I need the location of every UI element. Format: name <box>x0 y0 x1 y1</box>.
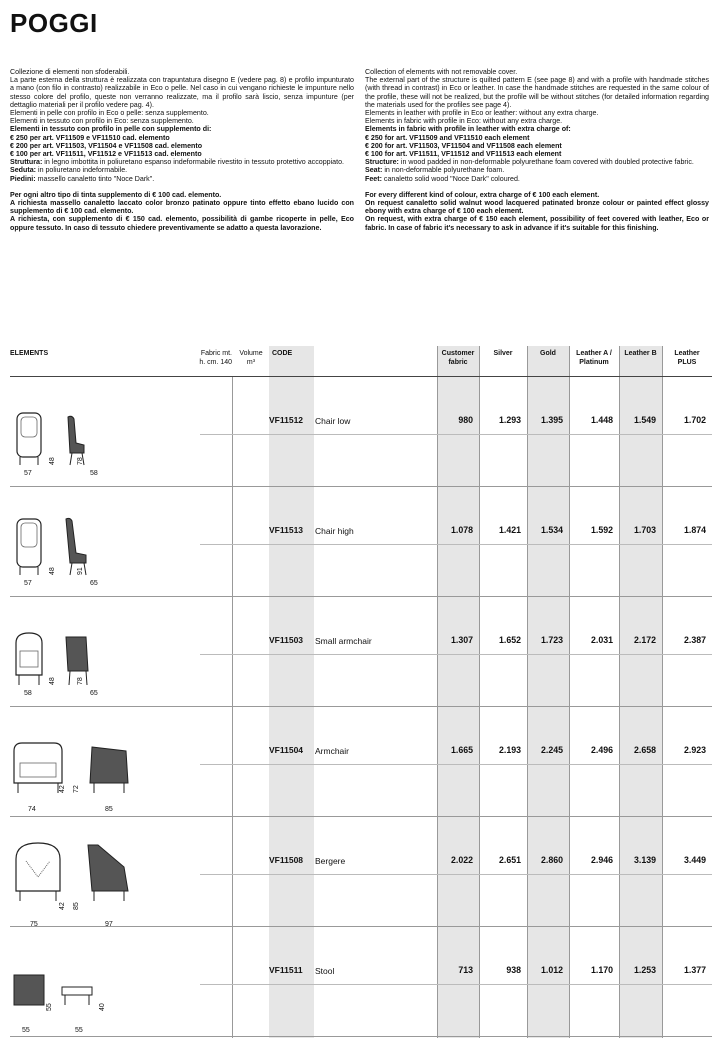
table-row <box>10 707 712 817</box>
row-divider <box>200 984 712 985</box>
dim-seat-height: 42 <box>59 902 66 910</box>
product-name: Armchair <box>315 746 350 756</box>
table-row <box>10 377 712 487</box>
label: Seduta: <box>10 166 37 175</box>
intro-english <box>365 68 709 232</box>
dim-width: 57 <box>24 580 32 587</box>
header-code: CODE <box>272 350 293 357</box>
intro-note: A richiesta massello canaletto laccato color bronzo patinato oppure tinto effetto ebano lucido con supplemento di € 100 cad. elemento. <box>10 199 354 216</box>
header-elements: ELEMENTS <box>10 350 49 357</box>
product-name: Chair low <box>315 416 351 426</box>
label: Struttura: <box>10 158 43 167</box>
product-name: Bergere <box>315 856 346 866</box>
header-line: Platinum <box>579 358 609 366</box>
table-row <box>10 487 712 597</box>
product-drawing <box>12 841 132 910</box>
intro-note: Per ogni altro tipo di tinta supplemento di € 100 cad. elemento. <box>10 190 222 199</box>
price-cell: 1.421 <box>498 525 521 535</box>
product-code: VF11511 <box>269 965 303 975</box>
price-cell: 1.549 <box>633 415 656 425</box>
dim-seat-height: 55 <box>46 1003 53 1011</box>
header-line: Leather <box>674 350 700 357</box>
price-cell: 2.022 <box>450 855 473 865</box>
dim-width: 74 <box>28 806 36 813</box>
dim-depth: 58 <box>90 470 98 477</box>
dim-width: 75 <box>30 921 38 928</box>
dim-seat-height: 42 <box>59 785 66 793</box>
header-line: Leather A / <box>576 350 612 357</box>
dim-seat-height: 48 <box>49 677 56 685</box>
header-silver: Silver <box>493 350 513 357</box>
intro-text <box>10 175 354 183</box>
intro-text: € 200 for art. VF11503, VF11504 and VF11508 each element <box>365 141 562 150</box>
intro-text: € 250 for art. VF11509 and VF11510 each element <box>365 133 530 142</box>
header-customer-fabric <box>437 350 479 367</box>
intro-text: Elements in fabric with profile in leather with extra charge of: <box>365 125 571 134</box>
intro-text: Elementi in pelle con profilo in Eco o pelle: senza supplemento. <box>10 109 209 118</box>
price-cell: 2.860 <box>540 855 563 865</box>
text: in non-deformable polyurethane foam. <box>382 166 505 175</box>
price-cell: 1.078 <box>450 525 473 535</box>
dim-depth: 97 <box>105 921 113 928</box>
product-name: Chair high <box>315 526 354 536</box>
header-volume-line: Volume <box>239 350 263 357</box>
price-cell: 1.702 <box>683 415 706 425</box>
price-cell: 713 <box>458 965 473 975</box>
header-line: fabric <box>448 358 468 366</box>
price-cell: 2.031 <box>590 635 613 645</box>
intro-text: € 200 per art. VF11503, VF11504 e VF11508 cad. elemento <box>10 141 203 150</box>
intro-italian <box>10 68 354 232</box>
price-cell: 1.723 <box>540 635 563 645</box>
price-cell: 2.651 <box>498 855 521 865</box>
intro-note: On request canaletto solid walnut wood lacquered patinated bronze colour or painted effect glossy ebony with extra charge of € 100 each element. <box>365 199 709 216</box>
price-cell: 2.496 <box>590 745 613 755</box>
price-cell: 1.307 <box>450 635 473 645</box>
price-cell: 2.658 <box>633 745 656 755</box>
product-code: VF11513 <box>269 525 304 535</box>
price-cell: 1.665 <box>450 745 473 755</box>
intro-note: On request, with extra charge of € 150 each element, possibility of feet covered with leather, Eco or fabric. In case of fabric it's necessary to ask in advance if it's suitable for this finishing. <box>365 215 709 232</box>
price-cell: 980 <box>458 415 473 425</box>
row-divider <box>200 874 712 875</box>
text: in poliuretano indeformabile. <box>36 166 128 175</box>
dim-height: 78 <box>77 457 84 465</box>
price-cell: 1.592 <box>590 525 613 535</box>
dim-depth: 65 <box>90 580 98 587</box>
header-gold: Gold <box>540 350 556 357</box>
intro-text <box>365 158 709 166</box>
intro-text: Elementi in tessuto con profilo in pelle con supplemento di: <box>10 125 212 134</box>
label: Structure: <box>365 158 399 167</box>
label: Feet: <box>365 174 382 183</box>
price-cell: 2.923 <box>683 745 706 755</box>
table-header <box>10 346 712 377</box>
price-cell: 2.387 <box>683 635 706 645</box>
text: massello canaletto tinto "Noce Dark". <box>35 174 155 183</box>
product-name: Small armchair <box>315 636 372 646</box>
table-row <box>10 817 712 927</box>
dim-width: 55 <box>22 1027 30 1034</box>
intro-text: Collection of elements with not removable cover. <box>365 68 518 76</box>
intro-text <box>365 166 709 174</box>
intro-text: La parte esterna della struttura è realizzata con trapuntatura disegno E (vedere pag. 8) e profilo impunturato a mano (con filo in contrasto) realizzabile in Eco o pelle. Nel caso in cui vengano richieste le impunture nello stesso colore del profilo, queste non verranno realizzate, ma il profilo sarà liscio, senza impunture (per dettaglio materiali per il profilo vedere pag. 4). <box>10 76 354 109</box>
dim-width: 57 <box>24 470 32 477</box>
dim-depth: 55 <box>75 1027 83 1034</box>
row-divider <box>200 764 712 765</box>
intro-text: € 100 for art. VF11511, VF11512 and VF11513 each element <box>365 150 562 159</box>
product-code: VF11503 <box>269 635 304 645</box>
price-cell: 2.172 <box>633 635 656 645</box>
page-title: POGGI <box>10 8 98 38</box>
row-divider <box>200 434 712 435</box>
header-volume <box>236 350 266 367</box>
dim-height: 40 <box>99 1003 106 1011</box>
price-cell: 2.193 <box>498 745 521 755</box>
intro-text <box>365 175 709 183</box>
price-cell: 1.874 <box>683 525 706 535</box>
price-cell: 1.703 <box>633 525 656 535</box>
header-fabric-line: Fabric mt. <box>200 350 232 357</box>
dim-depth: 65 <box>90 690 98 697</box>
dim-height: 78 <box>77 677 84 685</box>
dim-height: 91 <box>77 567 84 575</box>
intro-text: Elementi in tessuto con profilo in Eco: senza supplemento. <box>10 117 194 126</box>
intro-note: For every different kind of colour, extra charge of € 100 each element. <box>365 190 600 199</box>
text: in legno imbottita in poliuretano espanso indeformabile rivestito in tessuto protettivo accoppiato. <box>42 158 344 167</box>
dim-seat-height: 48 <box>49 567 56 575</box>
table-row <box>10 927 712 1037</box>
product-code: VF11508 <box>269 855 304 865</box>
header-volume-line: m³ <box>246 358 256 366</box>
intro-text: The external part of the structure is quilted pattern E (see page 8) and with a profile with handmade stitches (with thread in contrast) in Eco or leather. In case the handmade stitches are requested in the same colour of the profile, these will not be realized, but the profile will be without stitches (for detailed information regarding the materials used for the profiles see page 4). <box>365 76 709 109</box>
intro-text: Collezione di elementi non sfoderabili. <box>10 68 130 76</box>
intro-text: € 250 per art. VF11509 e VF11510 cad. elemento <box>10 133 170 142</box>
header-line: PLUS <box>677 358 697 366</box>
row-divider <box>200 544 712 545</box>
price-cell: 1.395 <box>540 415 563 425</box>
product-drawing <box>12 737 132 802</box>
price-cell: 1.652 <box>498 635 521 645</box>
intro-text: Elements in fabric with profile in Eco: without any extra charge. <box>365 117 563 126</box>
price-cell: 2.245 <box>540 745 563 755</box>
header-leather-plus <box>662 350 712 367</box>
intro-text <box>10 166 354 174</box>
price-cell: 3.139 <box>633 855 656 865</box>
text: canaletto solid wood "Noce Dark" coloured. <box>381 174 520 183</box>
intro-text: Elements in leather with profile in Eco or leather: without any extra charge. <box>365 109 599 118</box>
header-leather-b: Leather B <box>624 350 657 357</box>
text: in wood padded in non-deformable polyurethane foam covered with doubled protective fabric. <box>398 158 694 167</box>
product-code: VF11504 <box>269 745 304 755</box>
intro-text <box>10 158 354 166</box>
price-cell: 1.534 <box>540 525 563 535</box>
price-cell: 3.449 <box>683 855 706 865</box>
product-name: Stool <box>315 966 335 976</box>
header-line: Customer <box>441 350 475 357</box>
product-code: VF11512 <box>269 415 304 425</box>
row-divider <box>10 1036 712 1037</box>
header-fabric <box>198 350 232 367</box>
dim-seat-height: 48 <box>49 457 56 465</box>
price-cell: 1.448 <box>590 415 613 425</box>
price-table <box>10 346 712 1046</box>
price-cell: 938 <box>506 965 521 975</box>
table-row <box>10 597 712 707</box>
intro-text: € 100 per art. VF11511, VF11512 e VF11513 cad. elemento <box>10 150 202 159</box>
row-divider <box>200 654 712 655</box>
header-fabric-line: h. cm. 140 <box>199 358 232 366</box>
price-cell: 1.293 <box>498 415 521 425</box>
price-cell: 1.377 <box>683 965 706 975</box>
price-cell: 1.012 <box>540 965 563 975</box>
label: Seat: <box>365 166 383 175</box>
price-cell: 2.946 <box>590 855 613 865</box>
dim-depth: 85 <box>105 806 113 813</box>
label: Piedini: <box>10 174 36 183</box>
intro-note: A richiesta, con supplemento di € 150 cad. elemento, possibilità di gambe ricoperte in pelle, Eco oppure tessuto. In caso di tessuto chiedere preventivamente se adatto a questa lavorazione. <box>10 215 354 232</box>
price-cell: 1.170 <box>590 965 613 975</box>
dim-height: 72 <box>73 785 80 793</box>
price-cell: 1.253 <box>633 965 656 975</box>
dim-width: 58 <box>24 690 32 697</box>
product-drawing <box>12 957 102 1022</box>
dim-height: 85 <box>73 902 80 910</box>
header-leather-a <box>569 350 619 367</box>
